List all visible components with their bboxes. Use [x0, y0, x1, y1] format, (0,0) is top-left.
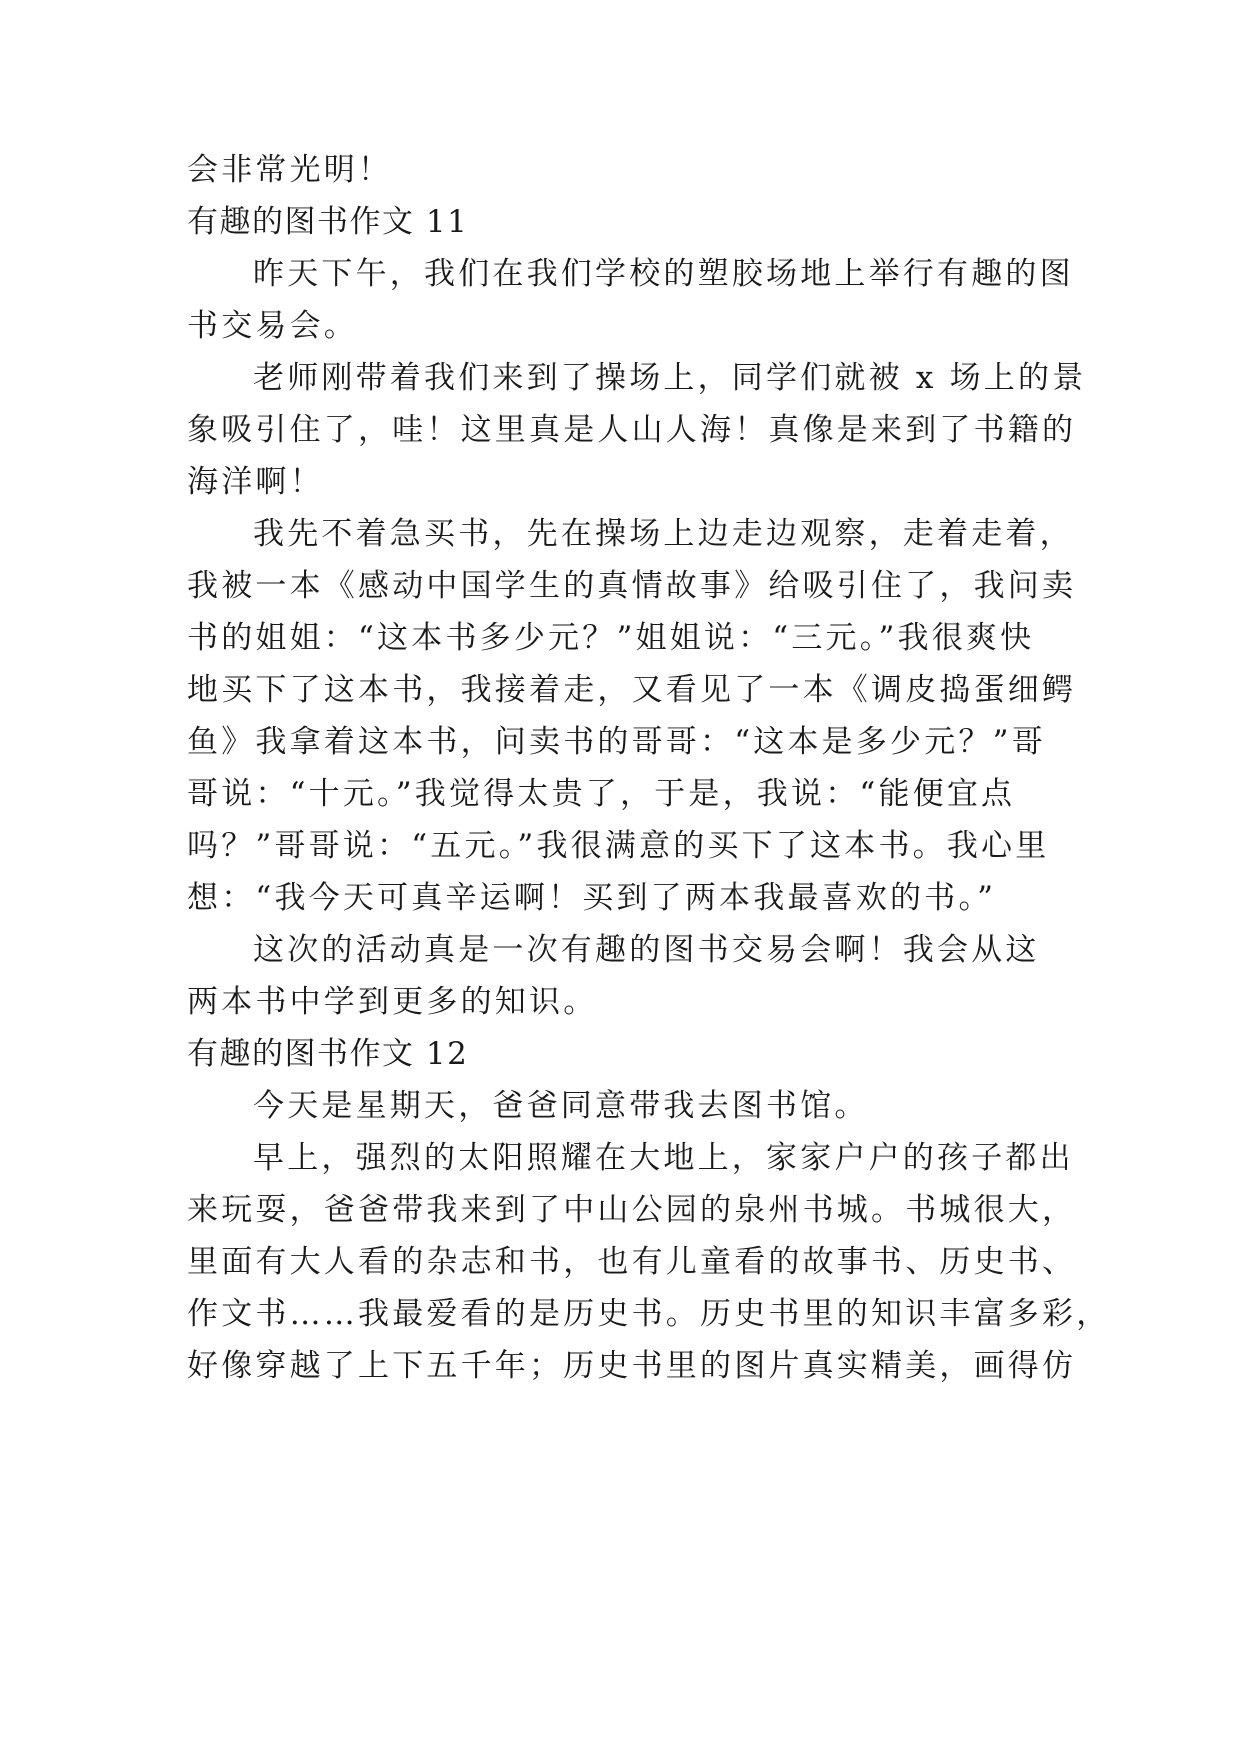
paragraph-line: 来玩耍，爸爸带我来到了中山公园的泉州书城。书城很大， [187, 1192, 1077, 1228]
paragraph-line: 这次的活动真是一次有趣的图书交易会啊！我会从这 [253, 932, 1040, 968]
paragraph-line: 想：“我今天可真辛运啊！买到了两本我最喜欢的书。” [187, 880, 997, 916]
paragraph-line: 里面有大人看的杂志和书，也有儿童看的故事书、历史书、 [187, 1244, 1077, 1280]
section-heading: 有趣的图书作文 12 [187, 1036, 469, 1072]
paragraph-line: 吗？”哥哥说：“五元。”我很满意的买下了这本书。我心里 [187, 828, 1050, 864]
paragraph-line: 会非常光明！ [187, 152, 393, 188]
paragraph-line: 我先不着急买书，先在操场上边走边观察，走着走着， [253, 516, 1074, 552]
paragraph-line: 海洋啊！ [187, 464, 324, 500]
paragraph-line: 好像穿越了上下五千年；历史书里的图片真实精美，画得仿 [187, 1348, 1077, 1384]
paragraph-line: 今天是星期天，爸爸同意带我去图书馆。 [253, 1088, 869, 1124]
paragraph-line: 老师刚带着我们来到了操场上，同学们就被 x 场上的景 [253, 360, 1087, 396]
paragraph-line: 我被一本《感动中国学生的真情故事》给吸引住了，我问卖 [187, 568, 1077, 604]
paragraph-line: 早上，强烈的太阳照耀在大地上，家家户户的孩子都出 [253, 1140, 1074, 1176]
paragraph-line: 两本书中学到更多的知识。 [187, 984, 598, 1020]
paragraph-line: 地买下了这本书，我接着走，又看见了一本《调皮捣蛋细鳄 [187, 672, 1077, 708]
paragraph-line: 书交易会。 [187, 308, 358, 344]
paragraph-line: 书的姐姐：“这本书多少元？”姐姐说：“三元。”我很爽快 [187, 620, 1035, 656]
paragraph-line: 鱼》我拿着这本书，问卖书的哥哥：“这本是多少元？”哥 [187, 724, 1046, 760]
paragraph-line: 哥说：“十元。”我觉得太贵了，于是，我说：“能便宜点 [187, 776, 1016, 812]
paragraph-line: 作文书……我最爱看的是历史书。历史书里的知识丰富多彩， [187, 1296, 1111, 1332]
section-heading: 有趣的图书作文 11 [187, 204, 469, 240]
paragraph-line: 象吸引住了，哇！这里真是人山人海！真像是来到了书籍的 [187, 412, 1077, 448]
paragraph-line: 昨天下午，我们在我们学校的塑胶场地上举行有趣的图 [253, 256, 1074, 292]
